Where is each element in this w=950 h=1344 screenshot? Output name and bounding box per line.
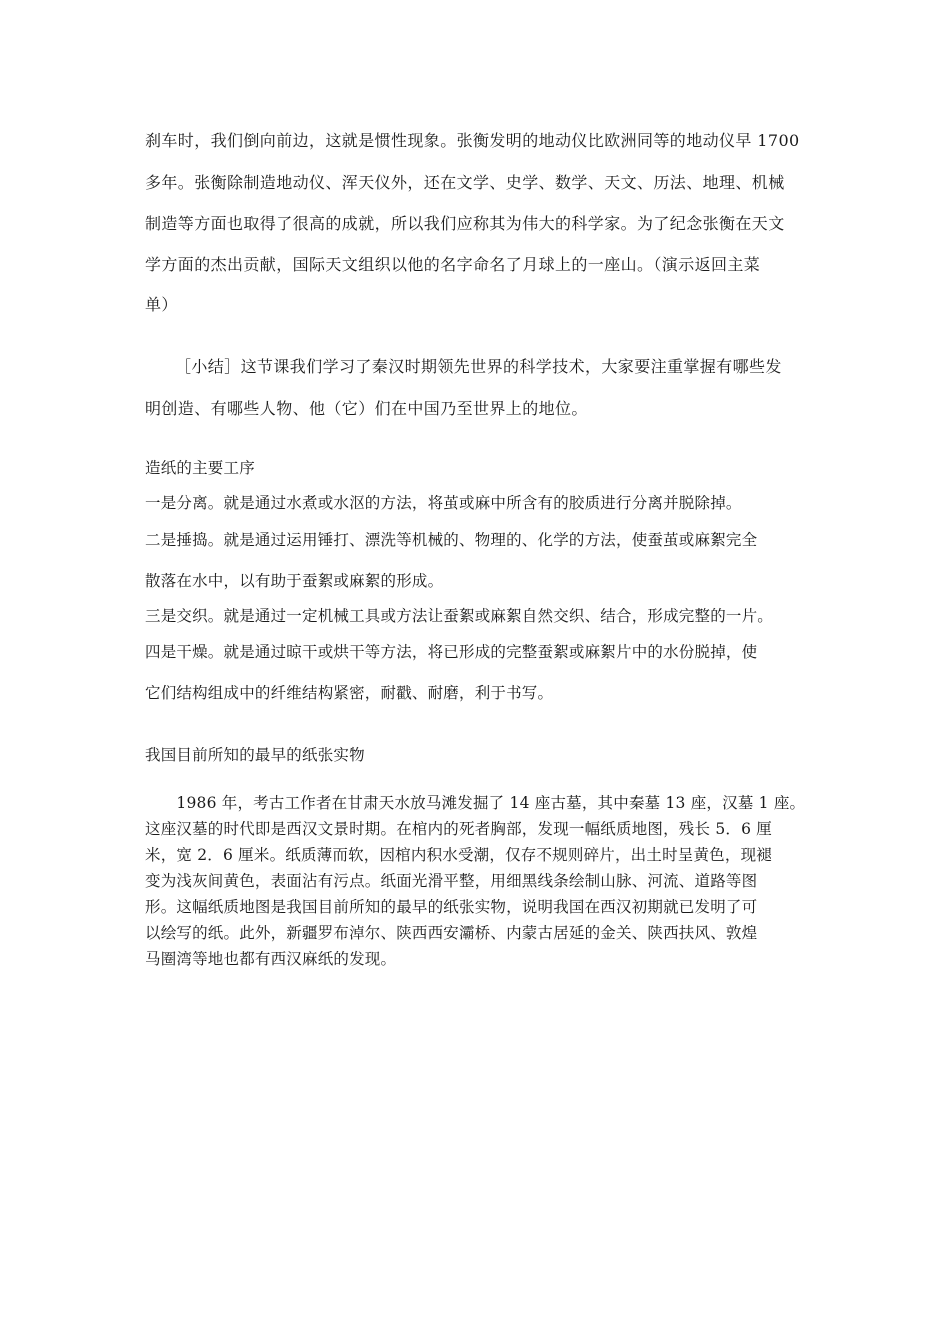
- artifact-line: 马圈湾等地也都有西汉麻纸的发现。: [145, 950, 397, 968]
- artifact-line: 变为浅灰间黄色，表面沾有污点。纸面光滑平整，用细黑线条绘制山脉、河流、道路等图: [145, 872, 758, 890]
- summary-line: ［小结］这节课我们学习了秦汉时期领先世界的科学技术，大家要注重掌握有哪些发: [175, 357, 782, 376]
- section-heading-process: 造纸的主要工序: [145, 459, 255, 477]
- artifact-line: 形。这幅纸质地图是我国目前所知的最早的纸张实物，说明我国在西汉初期就已发明了可: [145, 898, 758, 916]
- artifact-line: 这座汉墓的时代即是西汉文景时期。在棺内的死者胸部，发现一幅纸质地图，残长 5．6 厘: [145, 820, 772, 838]
- summary-line: 明创造、有哪些人物、他（它）们在中国乃至世界上的地位。: [145, 399, 588, 418]
- process-line: 二是捶捣。就是通过运用锤打、漂洗等机械的、物理的、化学的方法，使蚕茧或麻絮完全: [145, 531, 758, 549]
- artifact-line: 1986 年，考古工作者在甘肃天水放马滩发掘了 14 座古墓，其中秦墓 13 座，汉墓 1 座。: [145, 794, 806, 812]
- process-line: 散落在水中，以有助于蚕絮或麻絮的形成。: [145, 572, 444, 590]
- process-line: 三是交织。就是通过一定机械工具或方法让蚕絮或麻絮自然交织、结合，形成完整的一片。: [145, 607, 774, 625]
- intro-line: 多年。张衡除制造地动仪、浑天仪外，还在文学、史学、数学、天文、历法、地理、机械: [145, 173, 785, 192]
- artifact-line: 以绘写的纸。此外，新疆罗布淖尔、陕西西安灞桥、内蒙古居延的金关、陕西扶风、敦煌: [145, 924, 758, 942]
- section-heading-artifact: 我国目前所知的最早的纸张实物: [145, 746, 365, 764]
- intro-line: 制造等方面也取得了很高的成就，所以我们应称其为伟大的科学家。为了纪念张衡在天文: [145, 214, 785, 233]
- process-line: 一是分离。就是通过水煮或水沤的方法，将茧或麻中所含有的胶质进行分离并脱除掉。: [145, 494, 742, 512]
- artifact-line: 米，宽 2．6 厘米。纸质薄而软，因棺内积水受潮，仅存不规则碎片，出土时呈黄色，现褪: [145, 846, 772, 864]
- intro-line: 学方面的杰出贡献，国际天文组织以他的名字命名了月球上的一座山。（演示返回主菜: [145, 255, 761, 274]
- process-line: 它们结构组成中的纤维结构紧密，耐戳、耐磨，利于书写。: [145, 684, 554, 702]
- intro-line: 刹车时，我们倒向前边，这就是惯性现象。张衡发明的地动仪比欧洲同等的地动仪早 1700: [145, 131, 800, 150]
- process-line: 四是干燥。就是通过晾干或烘干等方法，将已形成的完整蚕絮或麻絮片中的水份脱掉，使: [145, 643, 758, 661]
- intro-line: 单）: [145, 295, 178, 314]
